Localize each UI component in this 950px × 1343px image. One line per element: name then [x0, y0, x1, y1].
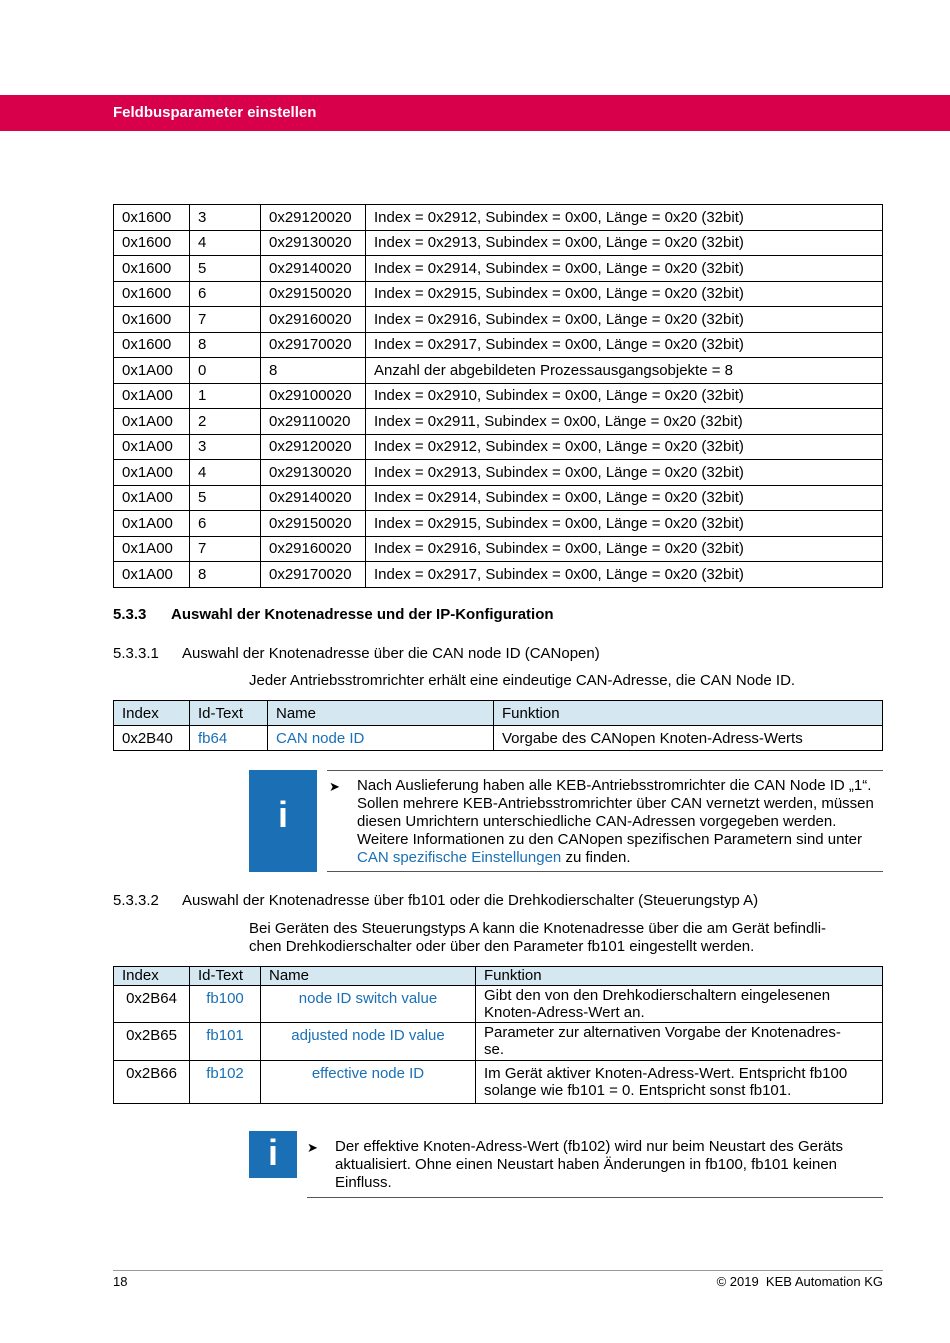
- cell-object-index: 0x1A00: [114, 409, 190, 435]
- table-row: [114, 383, 883, 409]
- cell-object-index: 0x1A00: [114, 358, 190, 384]
- cell-description: Index = 0x2910, Subindex = 0x00, Länge = 0x20 (32bit): [366, 383, 883, 409]
- cell-description: Anzahl der abgebildeten Prozessausgangsobjekte = 8: [366, 358, 883, 384]
- link-effective-node-id[interactable]: effective node ID: [261, 1061, 476, 1104]
- table-row: [114, 562, 883, 588]
- cell-description: Index = 0x2916, Subindex = 0x00, Länge = 0x20 (32bit): [366, 307, 883, 333]
- cell-index: 0x2B64: [114, 986, 190, 1023]
- page-header-title: Feldbusparameter einstellen: [113, 104, 317, 121]
- cell-subindex: 7: [190, 536, 261, 562]
- table-row: [114, 986, 883, 1023]
- bullet-arrow-icon: ➤: [329, 779, 340, 794]
- bullet-arrow-icon: ➤: [307, 1140, 318, 1155]
- page-header-bar: [0, 95, 950, 131]
- info-box-rule-bottom: [307, 1197, 883, 1198]
- table-row: [114, 460, 883, 486]
- table-row: [114, 230, 883, 256]
- table-row: [114, 332, 883, 358]
- footer-copyright: © 2019 KEB Automation KG: [716, 1274, 883, 1289]
- cell-object-index: 0x1600: [114, 256, 190, 282]
- table-row: [114, 1023, 883, 1061]
- cell-value: 0x29120020: [261, 434, 366, 460]
- cell-description: Index = 0x2914, Subindex = 0x00, Länge = 0x20 (32bit): [366, 485, 883, 511]
- header-id-text: Id-Text: [190, 967, 261, 986]
- cell-value: 0x29140020: [261, 256, 366, 282]
- section-5-3-3-1-body: Jeder Antriebsstromrichter erhält eine eindeutige CAN-Adresse, die CAN Node ID.: [249, 672, 796, 689]
- section-5-3-3-2-body: Bei Geräten des Steuerungstyps A kann die Knotenadresse über die am Gerät befindli- chen Drehkodierschalter oder über den Parameter fb101 eingestellt werden.: [249, 920, 827, 955]
- cell-subindex: 3: [190, 434, 261, 460]
- cell-funktion: Vorgabe des CANopen Knoten-Adress-Werts: [494, 726, 883, 751]
- table-row: [114, 358, 883, 384]
- link-can-spezifische-einstellungen[interactable]: CAN spezifische Einstellungen: [357, 849, 562, 866]
- cell-description: Index = 0x2912, Subindex = 0x00, Länge = 0x20 (32bit): [366, 205, 883, 231]
- cell-object-index: 0x1600: [114, 230, 190, 256]
- header-name: Name: [261, 967, 476, 986]
- table-row: [114, 1061, 883, 1104]
- cell-object-index: 0x1A00: [114, 434, 190, 460]
- table-row: [114, 511, 883, 537]
- cell-description: Index = 0x2915, Subindex = 0x00, Länge = 0x20 (32bit): [366, 511, 883, 537]
- cell-object-index: 0x1A00: [114, 536, 190, 562]
- table-row: [114, 281, 883, 307]
- cell-subindex: 5: [190, 485, 261, 511]
- cell-subindex: 3: [190, 205, 261, 231]
- cell-object-index: 0x1600: [114, 332, 190, 358]
- section-heading-5-3-3-1: 5.3.3.1 Auswahl der Knotenadresse über die CAN node ID (CANopen): [113, 645, 600, 662]
- cell-description: Index = 0x2916, Subindex = 0x00, Länge = 0x20 (32bit): [366, 536, 883, 562]
- table-row: [114, 726, 883, 751]
- cell-object-index: 0x1600: [114, 307, 190, 333]
- cell-value: 0x29110020: [261, 409, 366, 435]
- cell-object-index: 0x1A00: [114, 383, 190, 409]
- cell-object-index: 0x1600: [114, 205, 190, 231]
- cell-value: 0x29150020: [261, 511, 366, 537]
- cell-description: Index = 0x2917, Subindex = 0x00, Länge = 0x20 (32bit): [366, 332, 883, 358]
- cell-subindex: 4: [190, 460, 261, 486]
- cell-description: Index = 0x2915, Subindex = 0x00, Länge = 0x20 (32bit): [366, 281, 883, 307]
- cell-value: 0x29140020: [261, 485, 366, 511]
- link-fb102[interactable]: fb102: [190, 1061, 261, 1104]
- cell-value: 0x29170020: [261, 332, 366, 358]
- cell-index: 0x2B65: [114, 1023, 190, 1061]
- table-row: [114, 536, 883, 562]
- cell-index: 0x2B40: [114, 726, 190, 751]
- cell-funktion: Gibt den von den Drehkodierschaltern eingelesenen Knoten-Adress-Wert an.: [476, 986, 883, 1023]
- info-icon: i: [249, 770, 317, 872]
- table-row: [114, 409, 883, 435]
- cell-subindex: 6: [190, 511, 261, 537]
- cell-subindex: 8: [190, 562, 261, 588]
- table-row: [114, 205, 883, 231]
- cell-value: 0x29170020: [261, 562, 366, 588]
- cell-object-index: 0x1A00: [114, 562, 190, 588]
- table-row: [114, 434, 883, 460]
- link-fb101[interactable]: fb101: [190, 1023, 261, 1061]
- cell-subindex: 8: [190, 332, 261, 358]
- cell-funktion: Parameter zur alternativen Vorgabe der Knotenadres- se.: [476, 1023, 883, 1061]
- cell-value: 0x29160020: [261, 307, 366, 333]
- cell-subindex: 0: [190, 358, 261, 384]
- info-icon: i: [249, 1131, 297, 1178]
- table-row: [114, 256, 883, 282]
- cell-object-index: 0x1600: [114, 281, 190, 307]
- cell-description: Index = 0x2917, Subindex = 0x00, Länge = 0x20 (32bit): [366, 562, 883, 588]
- header-funktion: Funktion: [476, 967, 883, 986]
- section-heading-5-3-3-2: 5.3.3.2 Auswahl der Knotenadresse über fb101 oder die Drehkodierschalter (Steuerungstyp A): [113, 892, 759, 909]
- info-text: Der effektive Knoten-Adress-Wert (fb102) wird nur beim Neustart des Geräts aktualisiert. Ohne einen Neustart haben Änderungen in fb100, fb101 keinen Einfluss.: [335, 1138, 843, 1191]
- cell-funktion: Im Gerät aktiver Knoten-Adress-Wert. Entspricht fb100 solange wie fb101 = 0. Entspricht sonst fb101.: [476, 1061, 883, 1104]
- cell-description: Index = 0x2914, Subindex = 0x00, Länge = 0x20 (32bit): [366, 256, 883, 282]
- info-box-effective-node: [249, 1131, 883, 1199]
- cell-subindex: 7: [190, 307, 261, 333]
- info-bullet: [307, 1138, 883, 1192]
- cell-value: 0x29150020: [261, 281, 366, 307]
- info-box-rule-bottom: [327, 871, 883, 872]
- cell-object-index: 0x1A00: [114, 511, 190, 537]
- table-row: [114, 307, 883, 333]
- header-name: Name: [268, 701, 494, 726]
- cell-subindex: 6: [190, 281, 261, 307]
- table-header-row: [114, 967, 883, 986]
- header-index: Index: [114, 967, 190, 986]
- cell-object-index: 0x1A00: [114, 485, 190, 511]
- cell-object-index: 0x1A00: [114, 460, 190, 486]
- footer-rule: [113, 1270, 883, 1271]
- cell-description: Index = 0x2911, Subindex = 0x00, Länge = 0x20 (32bit): [366, 409, 883, 435]
- link-can-node-id[interactable]: CAN node ID: [268, 726, 494, 751]
- info-text: Nach Auslieferung haben alle KEB-Antriebsstromrichter die CAN Node ID „1“. Sollen mehrere KEB-Antriebsstromrichter über CAN vernetzt werden, müssen diesen Umrichtern unterschiedliche CAN-Adressen vorgegeben werden. Weitere Informationen zu den CANopen spezifischen Parametern sind unter CAN spezifische Einstellungen zu finden.: [357, 777, 874, 866]
- info-box-rule-top: [327, 770, 883, 771]
- cell-value: 0x29100020: [261, 383, 366, 409]
- cell-description: Index = 0x2912, Subindex = 0x00, Länge = 0x20 (32bit): [366, 434, 883, 460]
- section-heading-5-3-3: 5.3.3 Auswahl der Knotenadresse und der IP-Konfiguration: [113, 606, 554, 623]
- cell-description: Index = 0x2913, Subindex = 0x00, Länge = 0x20 (32bit): [366, 460, 883, 486]
- mapping-table: [113, 204, 883, 588]
- table-row: [114, 485, 883, 511]
- cell-value: 0x29130020: [261, 230, 366, 256]
- link-fb64[interactable]: fb64: [190, 726, 268, 751]
- info-bullet: [329, 777, 883, 867]
- cell-index: 0x2B66: [114, 1061, 190, 1104]
- link-fb100[interactable]: fb100: [190, 986, 261, 1023]
- cell-subindex: 2: [190, 409, 261, 435]
- cell-subindex: 4: [190, 230, 261, 256]
- footer-page-number: 18: [113, 1274, 128, 1289]
- header-index: Index: [114, 701, 190, 726]
- cell-value: 0x29130020: [261, 460, 366, 486]
- header-id-text: Id-Text: [190, 701, 268, 726]
- link-adjusted-node-id-value[interactable]: adjusted node ID value: [261, 1023, 476, 1061]
- header-funktion: Funktion: [494, 701, 883, 726]
- link-node-id-switch-value[interactable]: node ID switch value: [261, 986, 476, 1023]
- table-header-row: [114, 701, 883, 726]
- cell-description: Index = 0x2913, Subindex = 0x00, Länge = 0x20 (32bit): [366, 230, 883, 256]
- info-box-can: [249, 770, 883, 872]
- cell-value: 0x29120020: [261, 205, 366, 231]
- cell-subindex: 5: [190, 256, 261, 282]
- cell-value: 8: [261, 358, 366, 384]
- node-id-table: [113, 966, 883, 1104]
- can-node-id-table: [113, 700, 883, 751]
- cell-subindex: 1: [190, 383, 261, 409]
- cell-value: 0x29160020: [261, 536, 366, 562]
